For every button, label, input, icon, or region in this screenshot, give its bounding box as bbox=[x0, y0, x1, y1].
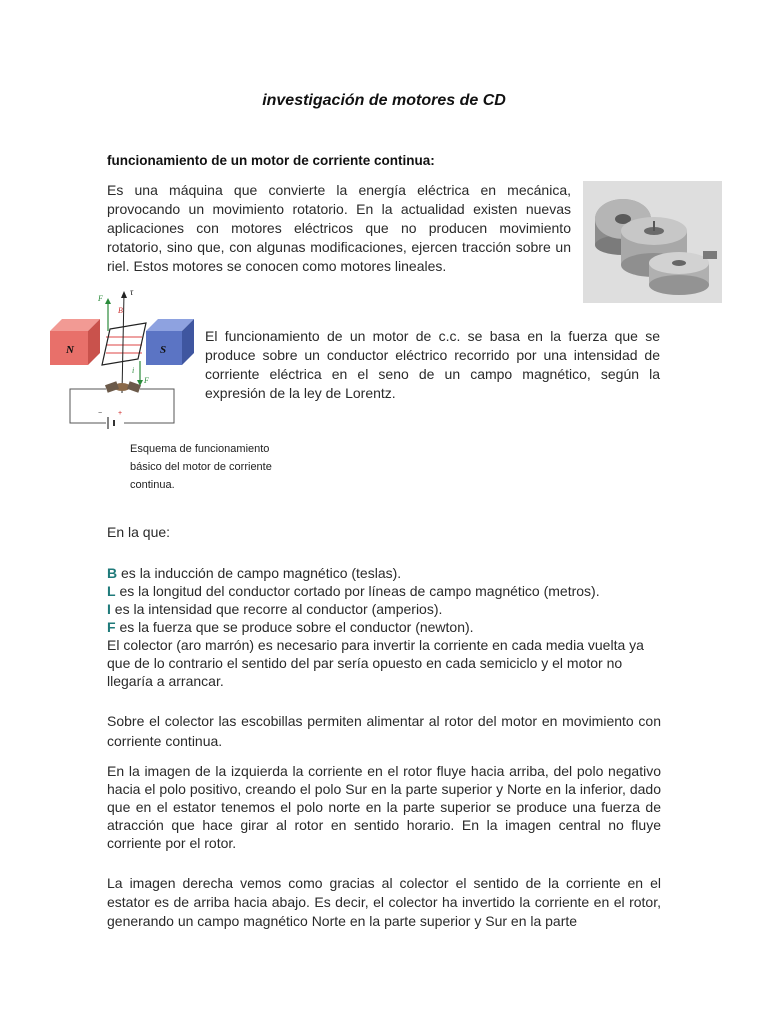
definition-text: es la inducción de campo magnético (teslas). bbox=[117, 565, 402, 581]
battery-minus: − bbox=[98, 410, 103, 417]
intro-paragraph: Es una máquina que convierte la energía eléctrica en mecánica, provocando un movimiento rotatorio. En la actualidad existen nuevas aplicaciones con motores eléctricos que no producen movimiento rotatorio, sino que, con algunas modificaciones, ejercen tracción sobre un riel. Estos motores se conocen como motores lineales. bbox=[107, 182, 571, 274]
definition-text: es la intensidad que recorre al conductor (amperios). bbox=[110, 601, 443, 617]
document-title: investigación de motores de CD bbox=[262, 92, 506, 109]
definition-text: es la fuerza que se produce sobre el conductor (newton). bbox=[115, 619, 474, 635]
en-la-que-label: En la que: bbox=[107, 524, 171, 540]
definition-item bbox=[107, 582, 667, 600]
definition-item bbox=[107, 600, 667, 618]
definition-key: I bbox=[107, 601, 111, 617]
section-heading: funcionamiento de un motor de corriente continua: bbox=[107, 153, 435, 168]
right-image-paragraph: La imagen derecha vemos como gracias al colector el sentido de la corriente en el estator es de arriba hacia abajo. Es decir, el colector ha invertido la corriente en el rotor, generando un campo magnético Norte en la parte superior y Sur en la parte bbox=[107, 875, 661, 929]
b-label: B bbox=[118, 306, 123, 315]
brushes-paragraph: Sobre el colector las escobillas permiten alimentar al rotor del motor en movimiento con corriente continua. bbox=[107, 713, 661, 749]
definition-key: L bbox=[107, 583, 116, 599]
definition-key: F bbox=[107, 619, 116, 635]
torque-label: τ bbox=[130, 287, 134, 297]
south-label: S bbox=[160, 344, 167, 356]
motors-photo bbox=[583, 181, 722, 303]
current-label: i bbox=[132, 366, 135, 375]
lorentz-paragraph: El funcionamiento de un motor de c.c. se basa en la fuerza que se produce sobre un conductor eléctrico recorrido por una intensidad de corriente eléctrica en el seno de un campo magnético, según la expresión de la ley de Lorentz. bbox=[205, 328, 660, 401]
collector-paragraph: El colector (aro marrón) es necesario para invertir la corriente en cada media vuelta ya que de lo contrario el sentido del par sería opuesto en cada semiciclo y el motor no llegaría a arrancar. bbox=[107, 637, 644, 689]
brush-left bbox=[105, 381, 119, 393]
definitions-block bbox=[107, 564, 667, 690]
motor-diagram bbox=[48, 283, 198, 433]
definition-key: B bbox=[107, 565, 118, 581]
definition-item bbox=[107, 618, 667, 636]
north-label: N bbox=[66, 344, 74, 356]
battery-plus: + bbox=[118, 410, 123, 417]
definition-item bbox=[107, 564, 667, 582]
diagram-caption: Esquema de funcionamiento básico del motor de corriente continua. bbox=[130, 443, 272, 491]
definition-text: es la longitud del conductor cortado por líneas de campo magnético (metros). bbox=[115, 583, 600, 599]
force-label-bottom: F bbox=[144, 376, 149, 385]
force-label-top: F bbox=[98, 294, 103, 303]
left-image-paragraph: En la imagen de la izquierda la corriente en el rotor fluye hacia arriba, del polo negativo hacia el polo positivo, creando el polo Sur en la parte superior y Norte en la inferior, dado que en el estator tenemos el polo norte en la parte superior se produce una fuerza de atracción que hace girar al rotor en sentido horario. En la imagen central no fluye corriente por el rotor. bbox=[107, 763, 661, 851]
